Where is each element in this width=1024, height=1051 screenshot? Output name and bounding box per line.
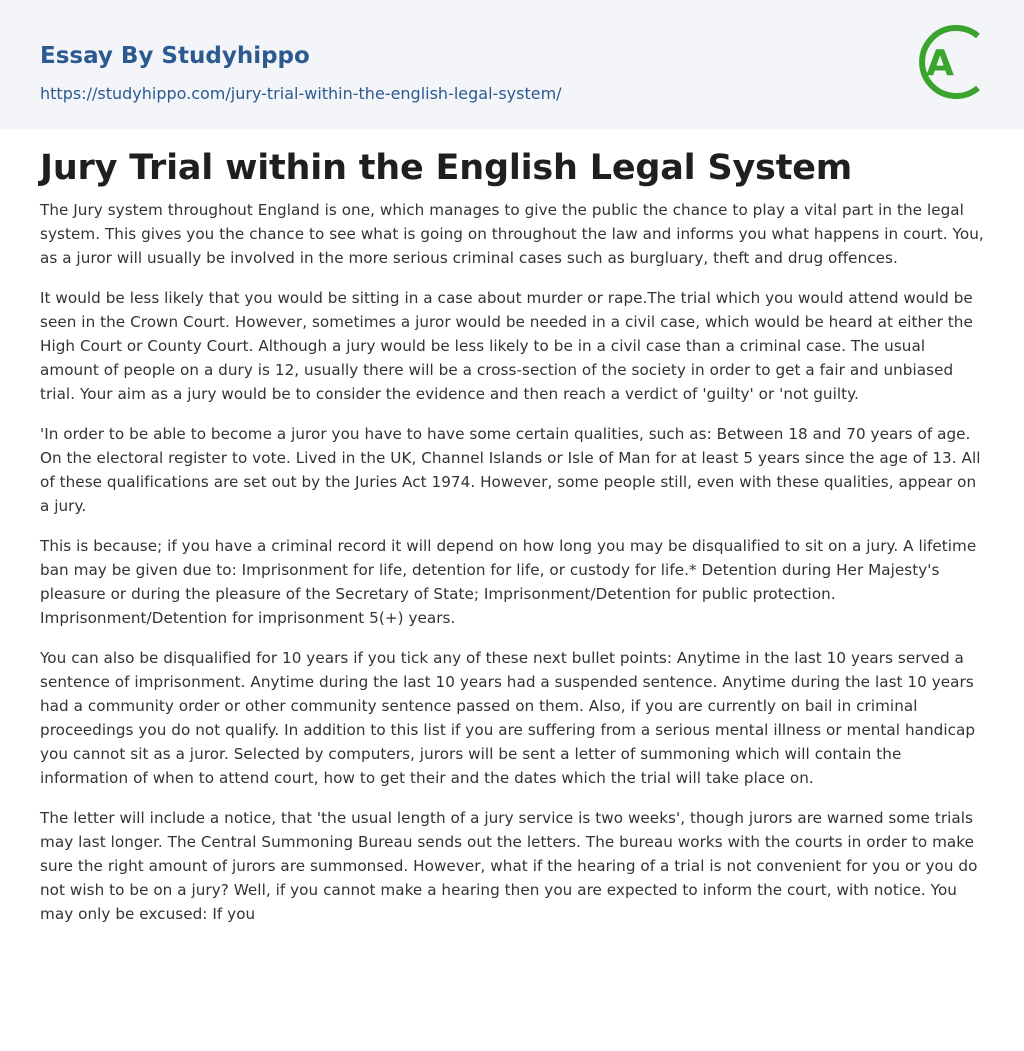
paragraph-5: You can also be disqualified for 10 years if you tick any of these next bullet points: Anytime in the last 10 years served a sentence of imprisonment. Anytime during the last 10 years had a suspended sentence. Anytime during the last 10 years had a community order or other community sentence passed on them. Also, if you are currently on bail in criminal proceedings you do not qualify. In addition to this list if you are suffering from a serious mental illness or mental handicap you cannot sit as a juror. Selected by computers, jurors will be sent a letter of summoning which will contain the information of when to attend court, how to get their and the dates which the trial will take place on. <box>40 649 976 787</box>
paragraph-6: The letter will include a notice, that 'the usual length of a jury service is two weeks', though jurors are warned some trials may last longer. The Central Summoning Bureau sends out the letters. The bureau works with the courts in order to make sure the right amount of jurors are summonsed. However, what if the hearing of a trial is not convenient for you or you do not wish to be on a jury? Well, if you cannot make a hearing then you are expected to inform the court, with notice. You may only be excused: If you <box>40 809 978 923</box>
paragraph-4: This is because; if you have a criminal record it will depend on how long you may be disqualified to sit on a jury. A lifetime ban may be given due to: Imprisonment for life, detention for life, or custody for life.* Detention during Her Majesty's pleasure or during the pleasure of the Secretary of State; Imprisonment/Detention for public protection. Imprisonment/Detention for imprisonment 5(+) years. <box>40 537 977 627</box>
article <box>40 144 984 942</box>
paragraph-2: It would be less likely that you would be sitting in a case about murder or rape.The trial which you would attend would be seen in the Crown Court. However, sometimes a juror would be needed in a civil case, which would be heard at either the High Court or County Court. Although a jury would be less likely to be in a civil case than a criminal case. The usual amount of people on a dury is 12, usually there will be a cross-section of the society in order to get a fair and unbiased trial. Your aim as a jury would be to consider the evidence and then reach a verdict of 'guilty' or 'not guilty. <box>40 289 973 403</box>
paragraph-1: The Jury system throughout England is one, which manages to give the public the chance to play a vital part in the legal system. This gives you the chance to see what is going on throughout the law and informs you what happens in court. You, as a juror will usually be involved in the more serious criminal cases such as burgluary, theft and drug offences. <box>40 201 984 267</box>
site-header <box>0 0 1024 129</box>
studyhippo-logo-icon[interactable] <box>912 18 988 106</box>
logo-letter: A <box>926 43 954 84</box>
brand-title[interactable]: Essay By Studyhippo <box>40 43 310 69</box>
source-url-link[interactable]: https://studyhippo.com/jury-trial-within-the-english-legal-system/ <box>40 84 562 103</box>
page-title: Jury Trial within the English Legal System <box>40 148 853 188</box>
paragraph-3: 'In order to be able to become a juror you have to have some certain qualities, such as: Between 18 and 70 years of age. On the electoral register to vote. Lived in the UK, Channel Islands or Isle of Man for at least 5 years since the age of 13. All of these qualifications are set out by the Juries Act 1974. However, some people still, even with these qualities, appear on a jury. <box>40 425 981 515</box>
